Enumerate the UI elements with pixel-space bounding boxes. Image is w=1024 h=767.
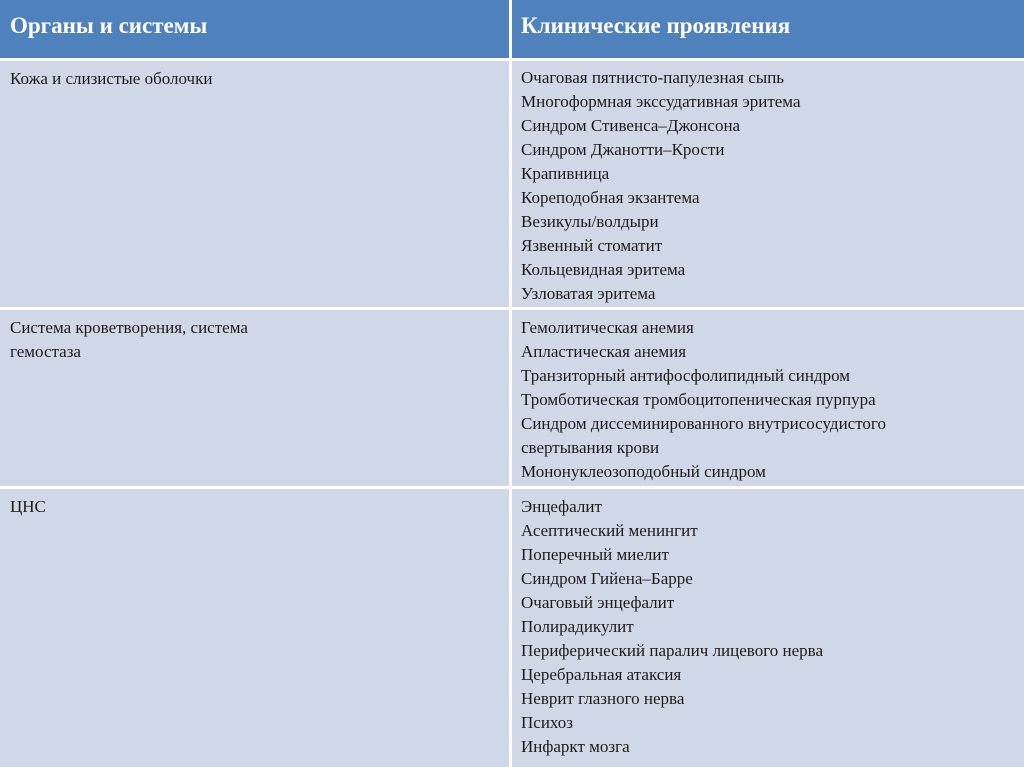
manifestations-cell [521, 316, 1001, 484]
manifestation-item: Полирадикулит [521, 617, 634, 636]
manifestation-item: Периферический паралич лицевого нерва [521, 641, 823, 660]
manifestations-cell [521, 66, 1001, 306]
manifestation-item: Психоз [521, 713, 573, 732]
manifestation-item: свертывания крови [521, 438, 660, 457]
manifestation-item: Крапивница [521, 164, 610, 183]
manifestation-item: Многоформная экссудативная эритема [521, 92, 801, 111]
manifestation-item: Инфаркт мозга [521, 737, 630, 756]
organ-cell [10, 495, 310, 519]
manifestation-item: Мононуклеозоподобный синдром [521, 462, 766, 481]
column-divider [509, 0, 512, 767]
manifestation-item: Везикулы/волдыри [521, 212, 659, 231]
manifestations-cell [521, 495, 1001, 759]
manifestation-item: Синдром Джанотти–Крости [521, 140, 725, 159]
header-clinical-manifestations: Клинические проявления [521, 13, 791, 38]
manifestation-item: Гемолитическая анемия [521, 318, 694, 337]
organ-label: Система кроветворения, система [10, 318, 248, 337]
manifestation-item: Узловатая эритема [521, 284, 656, 303]
manifestation-item: Транзиторный антифосфолипидный синдром [521, 366, 851, 385]
manifestation-item: Энцефалит [521, 497, 602, 516]
manifestation-item: Синдром Стивенса–Джонсона [521, 116, 741, 135]
manifestation-item: Синдром диссеминированного внутрисосудистого [521, 414, 886, 433]
organ-label: Кожа и слизистые оболочки [10, 69, 213, 88]
manifestation-item: Язвенный стоматит [521, 236, 663, 255]
manifestation-item: Синдром Гийена–Барре [521, 569, 693, 588]
manifestation-item: Очаговый энцефалит [521, 593, 675, 612]
organ-label: гемостаза [10, 342, 81, 361]
manifestation-item: Апластическая анемия [521, 342, 687, 361]
manifestation-item: Очаговая пятнисто-папулезная сыпь [521, 68, 785, 87]
table-header [0, 0, 1024, 58]
organ-label: ЦНС [10, 497, 46, 516]
manifestation-item: Тромботическая тромбоцитопеническая пурпура [521, 390, 876, 409]
organ-cell [10, 67, 310, 91]
manifestation-item: Кольцевидная эритема [521, 260, 686, 279]
manifestation-item: Церебральная атаксия [521, 665, 682, 684]
table-row-hematopoiesis [0, 310, 1024, 486]
manifestation-item: Неврит глазного нерва [521, 689, 685, 708]
manifestation-item: Кореподобная экзантема [521, 188, 700, 207]
table-row-skin [0, 61, 1024, 307]
manifestation-item: Асептический менингит [521, 521, 698, 540]
header-organs-systems: Органы и системы [10, 13, 208, 38]
manifestation-item: Поперечный миелит [521, 545, 669, 564]
organ-cell [10, 316, 310, 364]
table-row-cns [0, 489, 1024, 767]
